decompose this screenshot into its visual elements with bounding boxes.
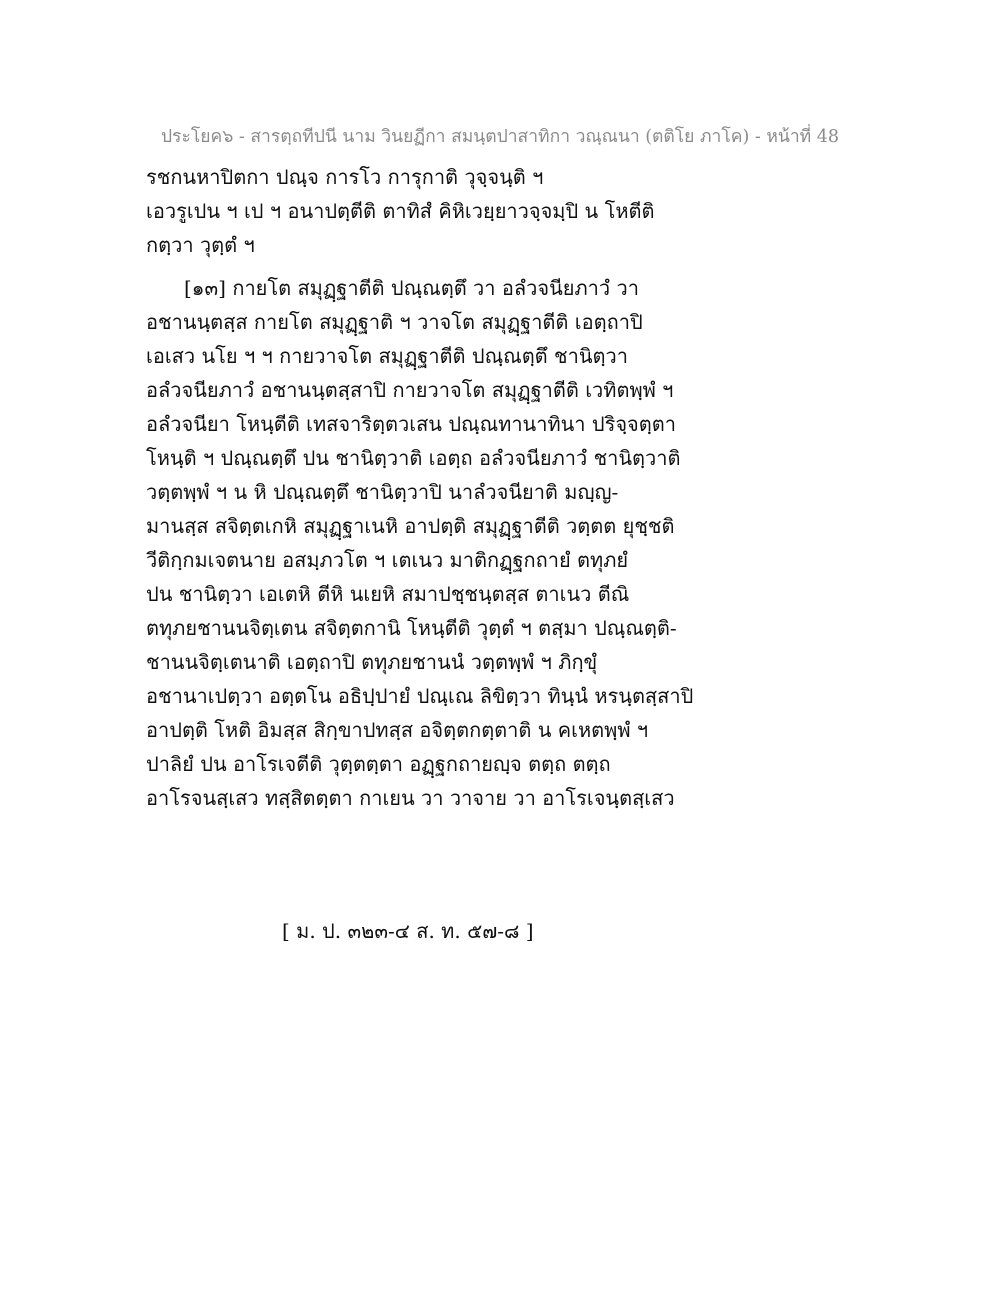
text-line: อชานนฺตสฺส กายโต สมุฏฺฐาติ ฯ วาจโต สมุฏฺฐาตีติ เอตฺถาปิ: [146, 310, 643, 334]
text-line: กตฺวา วุตฺตํ ฯ: [146, 233, 255, 257]
text-line: ปาลิยํ ปน อาโรเจตีติ วุตฺตตฺตา อฏฺฐกถายญฺจ ตตฺถ ตตฺถ: [146, 752, 611, 776]
text-line: เอวรูเปน ฯ เป ฯ อนาปตฺตีติ ตาทิสํ คิหิเวยฺยาวจฺจมฺปิ น โหตีติ: [146, 199, 655, 223]
body-text: [146, 160, 866, 815]
text-line: วีติกฺกมเจตนาย อสมฺภวโต ฯ เตเนว มาติกฏฺฐกถายํ ตทุภยํ: [146, 548, 629, 572]
text-line: อชานาเปตฺวา อตฺตโน อธิปฺปายํ ปณฺเณ ลิขิตฺวา ทินฺนํ หรนฺตสฺสาปิ: [146, 684, 694, 708]
text-line: ชานนจิตฺเตนาติ เอตฺถาปิ ตทุภยชานนํ วตฺตพฺพํ ฯ ภิกฺขุํ: [146, 650, 598, 674]
text-line: อลํวจนียา โหนฺตีติ เทสจาริตฺตวเสน ปณฺณทานาทินา ปริจฺจตฺตา: [146, 412, 676, 436]
text-line: เอเสว นโย ฯ ฯ กายวาจโต สมุฏฺฐาตีติ ปณฺณตฺตึ ชานิตฺวา: [146, 344, 628, 368]
text-line: โหนฺติ ฯ ปณฺณตฺตึ ปน ชานิตฺวาติ เอตฺถ อลํวจนียภาวํ ชานิตฺวาติ: [146, 446, 681, 470]
text-line: ตทุภยชานนจิตฺเตน สจิตฺตกานิ โหนฺตีติ วุตฺตํ ฯ ตสฺมา ปณฺณตฺติ-: [146, 616, 677, 640]
text-line: วตฺตพฺพํ ฯ น หิ ปณฺณตฺตึ ชานิตฺวาปิ นาลํวจนียาติ มญฺญ-: [146, 480, 619, 504]
paragraph-start-line: [๑๓] กายโต สมุฏฺฐาตีติ ปณฺณตฺตึ วา อลํวจนียภาวํ วา: [184, 276, 639, 300]
text-line: อลํวจนียภาวํ อชานนฺตสฺสาปิ กายวาจโต สมุฏฺฐาตีติ เวทิตพฺพํ ฯ: [146, 378, 674, 402]
text-line: อาปตฺติ โหติ อิมสฺส สิกฺขาปทสฺส อจิตฺตกตฺตาติ น คเหตพฺพํ ฯ: [146, 718, 649, 742]
text-line: รชกนหาปิตกา ปณฺจ การโว การุกาติ วุจฺจนฺติ ฯ: [146, 165, 544, 189]
text-line: มานสฺส สจิตฺตเกหิ สมุฏฺฐาเนหิ อาปตฺติ สมุฏฺฐาตีติ วตฺตต ยุชฺชติ: [146, 514, 675, 538]
text-line: อาโรจนสฺเสว ทสฺสิตตฺตา กาเยน วา วาจาย วา อาโรเจนฺตสฺเสว: [146, 786, 675, 810]
text-line: ปน ชานิตฺวา เอเตหิ ตีหิ นเยหิ สมาปชฺชนฺตสฺส ตาเนว ตีณิ: [146, 582, 630, 606]
page-header: ประโยค๖ - สารตฺถทีปนี นาม วินยฏีกา สมนฺตปาสาทิกา วณฺณนา (ตติโย ภาโค) - หน้าที่ 48: [160, 127, 840, 147]
reference-citation: [ ม. ป. ๓๒๓-๔ ส. ท. ๕๗-๘ ]: [282, 919, 534, 943]
